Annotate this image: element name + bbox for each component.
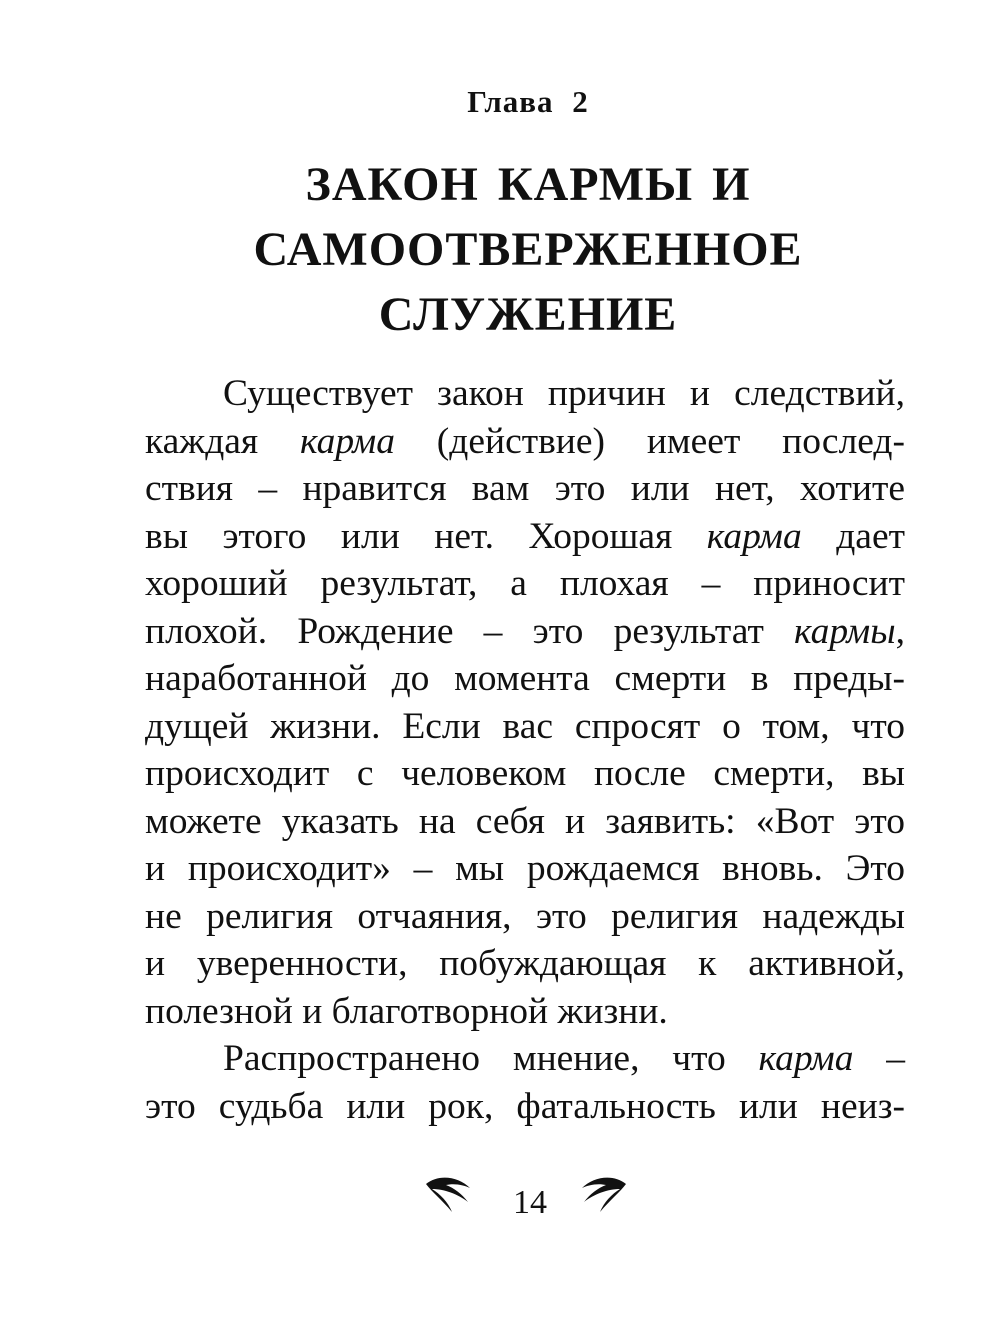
italic-term: карма <box>758 1038 854 1079</box>
chapter-label: Глава 2 <box>467 84 589 119</box>
italic-term: карма <box>706 515 802 557</box>
leaf-ornament-icon <box>424 1174 474 1214</box>
chapter-title-line: СЛУЖЕНИЕ <box>378 288 678 341</box>
text-line: полезной и благотворной жизни. <box>145 990 668 1032</box>
page-number: 14 <box>513 1184 547 1221</box>
text-line: можете указать на себя и заявить: «Вот это <box>145 800 905 842</box>
text-line: плохой. Рождение – это результат кармы, <box>145 610 905 652</box>
text-line: ствия – нравится вам это или нет, хотите <box>145 468 905 509</box>
text-line: каждая карма (действие) имеет послед- <box>145 420 905 462</box>
italic-term: карма <box>300 420 395 462</box>
italic-term: кармы <box>794 610 896 652</box>
text-line: это судьба или рок, фатальность или неиз- <box>145 1085 905 1127</box>
text-line: происходит с человеком после смерти, вы <box>145 753 905 794</box>
body-text <box>145 370 905 1130</box>
chapter-title-line: САМООТВЕРЖЕННОЕ <box>253 223 803 276</box>
chapter-title-line: ЗАКОН КАРМЫ И <box>305 158 751 211</box>
text-line: хороший результат, а плохая – приносит <box>145 563 905 604</box>
chapter-title <box>0 152 1000 347</box>
text-line: не религия отчаяния, это религия надежды <box>145 895 905 937</box>
text-line: и происходит» – мы рождаемся вновь. Это <box>145 848 905 889</box>
text-line: Существует закон причин и следствий, <box>223 373 905 414</box>
text-line: дущей жизни. Если вас спросят о том, что <box>145 705 905 747</box>
text-line: вы этого или нет. Хорошая карма дает <box>145 515 905 557</box>
text-line: наработанной до момента смерти в преды- <box>145 658 905 699</box>
text-line: Распространено мнение, что карма – <box>223 1038 906 1079</box>
text-line: и уверенности, побуждающая к активной, <box>145 943 905 984</box>
page-footer <box>0 1168 1000 1228</box>
leaf-ornament-icon <box>578 1174 628 1214</box>
